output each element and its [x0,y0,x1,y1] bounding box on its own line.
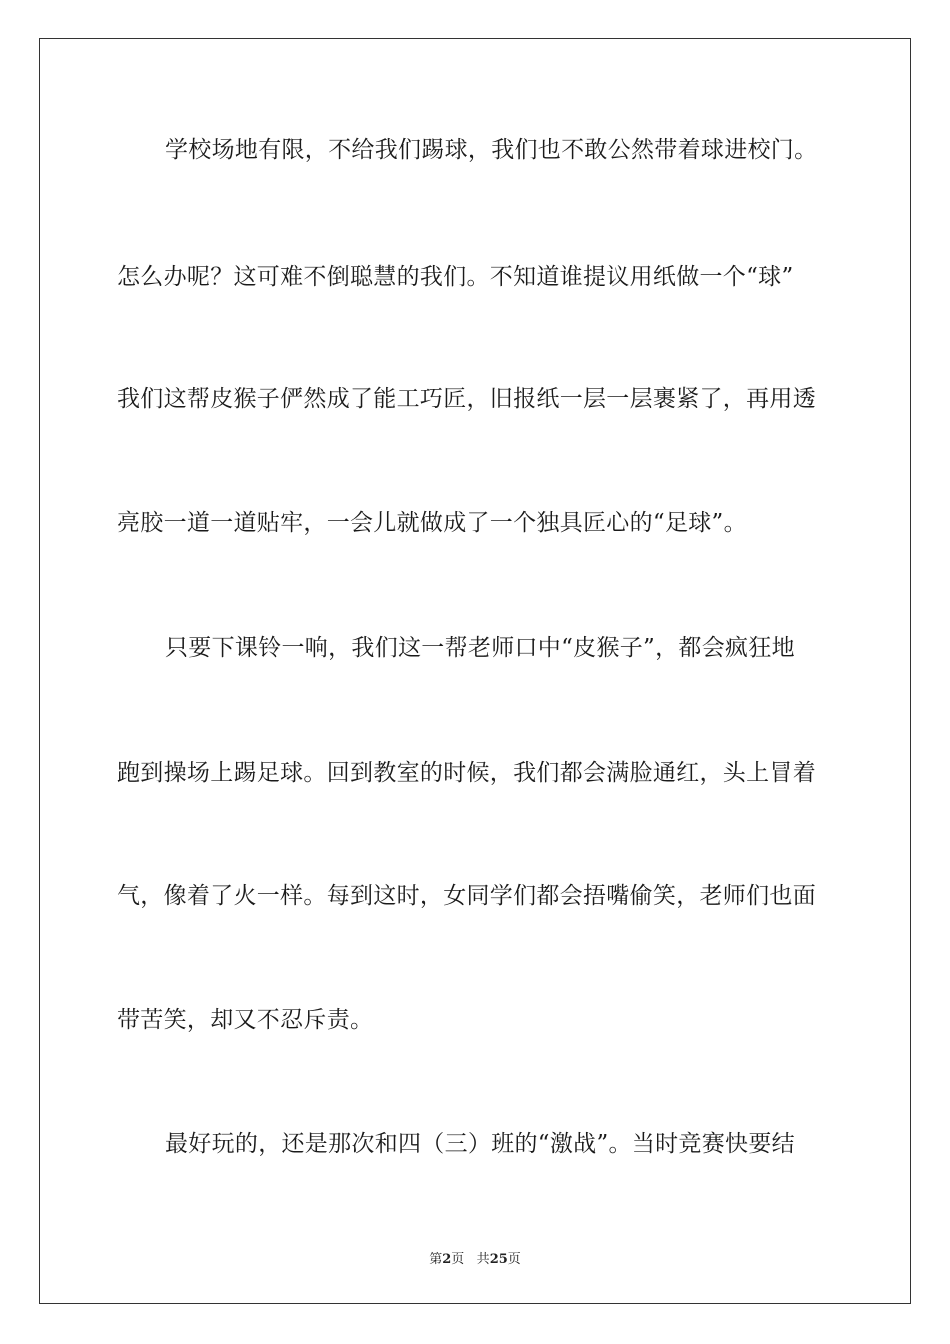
page-number: 2 [442,1252,452,1267]
paragraph-3-line-1: 最好玩的，还是那次和四（三）班的“激战”。当时竞赛快要结 [165,1131,795,1157]
paragraph-1-line-2: 怎么办呢？这可难不倒聪慧的我们。不知道谁提议用纸做一个“球” [117,264,794,290]
total-prefix: 共 [476,1252,490,1267]
total-pages: 25 [489,1252,508,1267]
paragraph-2-line-4: 带苦笑，却又不忍斥责。 [117,1007,374,1033]
paragraph-2-line-3: 气，像着了火一样。每到这时，女同学们都会捂嘴偷笑，老师们也面 [117,883,816,909]
page-border [39,38,911,1304]
total-suffix: 页 [507,1252,521,1267]
paragraph-2-line-1: 只要下课铃一响，我们这一帮老师口中“皮猴子”，都会疯狂地 [165,635,795,661]
paragraph-1-line-3: 我们这帮皮猴子俨然成了能工巧匠，旧报纸一层一层裹紧了，再用透 [117,386,816,412]
paragraph-1-line-1: 学校场地有限，不给我们踢球，我们也不敢公然带着球进校门。 [165,137,818,163]
page-prefix: 第 [429,1252,443,1267]
page-suffix: 页 [451,1252,465,1267]
paragraph-1-line-4: 亮胶一道一道贴牢，一会儿就做成了一个独具匠心的“足球”。 [117,510,747,536]
paragraph-2-line-2: 跑到操场上踢足球。回到教室的时候，我们都会满脸通红，头上冒着 [117,760,816,786]
page-footer [0,1248,950,1267]
